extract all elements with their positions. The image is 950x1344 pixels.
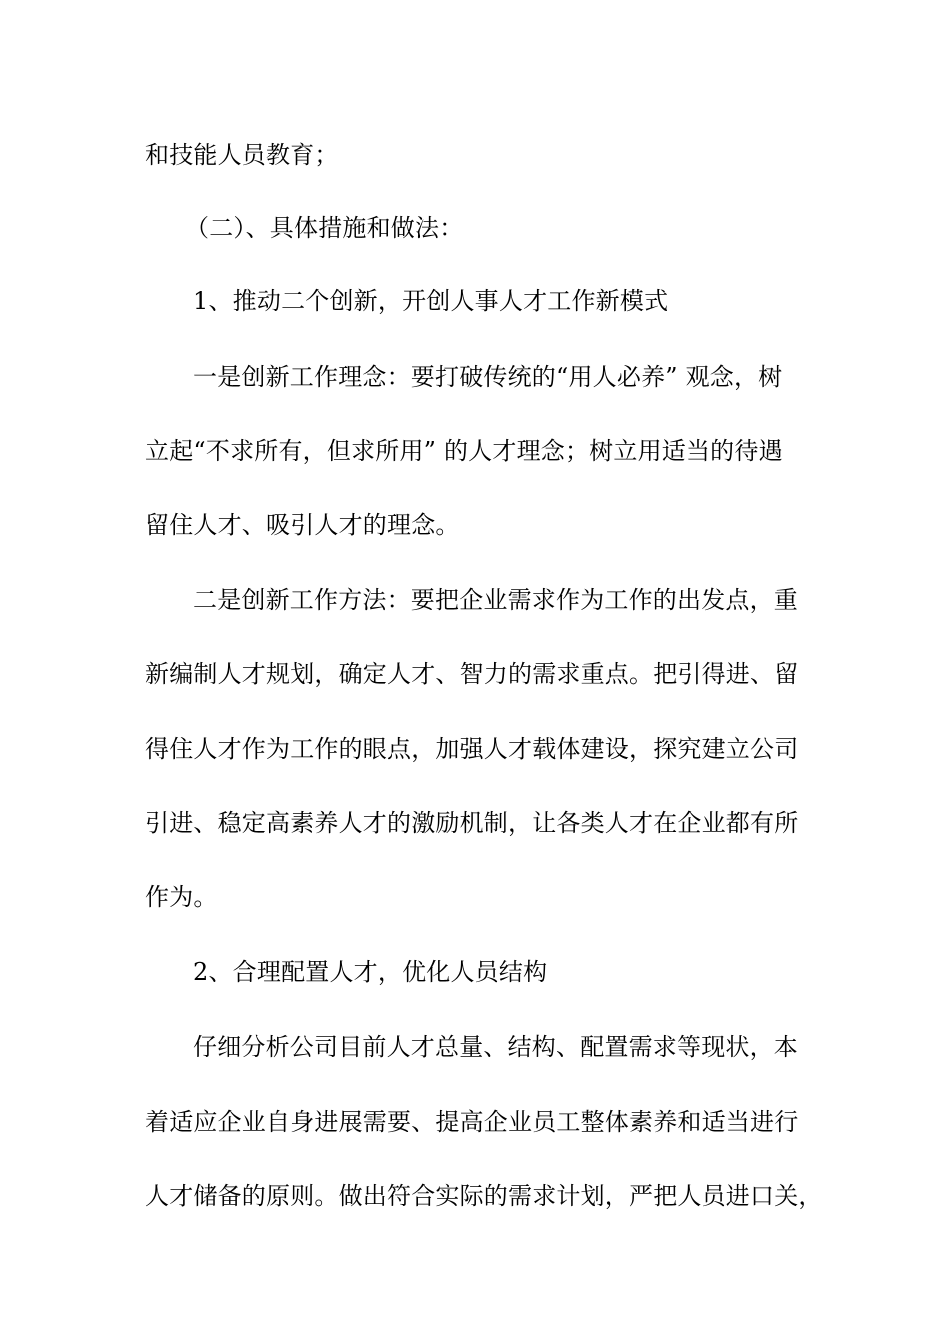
text-line: 新编制人才规划，确定人才、智力的需求重点。把引得进、留 xyxy=(145,660,799,688)
subsection-heading: 1、推动二个创新，开创人事人才工作新模式 xyxy=(193,287,669,315)
text-line: 和技能人员教育； xyxy=(145,141,339,169)
text-line: 仔细分析公司目前人才总量、结构、配置需求等现状，本 xyxy=(193,1033,798,1061)
text-line: 立起“不求所有，但求所用” 的人才理念；树立用适当的待遇 xyxy=(145,437,783,465)
subsection-heading: 2、合理配置人才，优化人员结构 xyxy=(193,958,548,986)
text-line: 作为。 xyxy=(145,883,218,911)
text-line: 留住人才、吸引人才的理念。 xyxy=(145,511,460,539)
section-heading: （二）、具体措施和做法： xyxy=(185,214,464,242)
text-line: 得住人才作为工作的眼点，加强人才载体建设，探究建立公司 xyxy=(145,735,799,763)
text-line: 着适应企业自身进展需要、提高企业员工整体素养和适当进行 xyxy=(145,1108,799,1136)
text-line: 二是创新工作方法：要把企业需求作为工作的出发点，重 xyxy=(193,586,798,614)
text-line: 引进、稳定高素养人才的激励机制，让各类人才在企业都有所 xyxy=(145,809,799,837)
text-line: 人才储备的原则。做出符合实际的需求计划，严把人员进口关， xyxy=(145,1182,823,1210)
text-line: 一是创新工作理念：要打破传统的“用人必养” 观念，树 xyxy=(193,363,783,391)
